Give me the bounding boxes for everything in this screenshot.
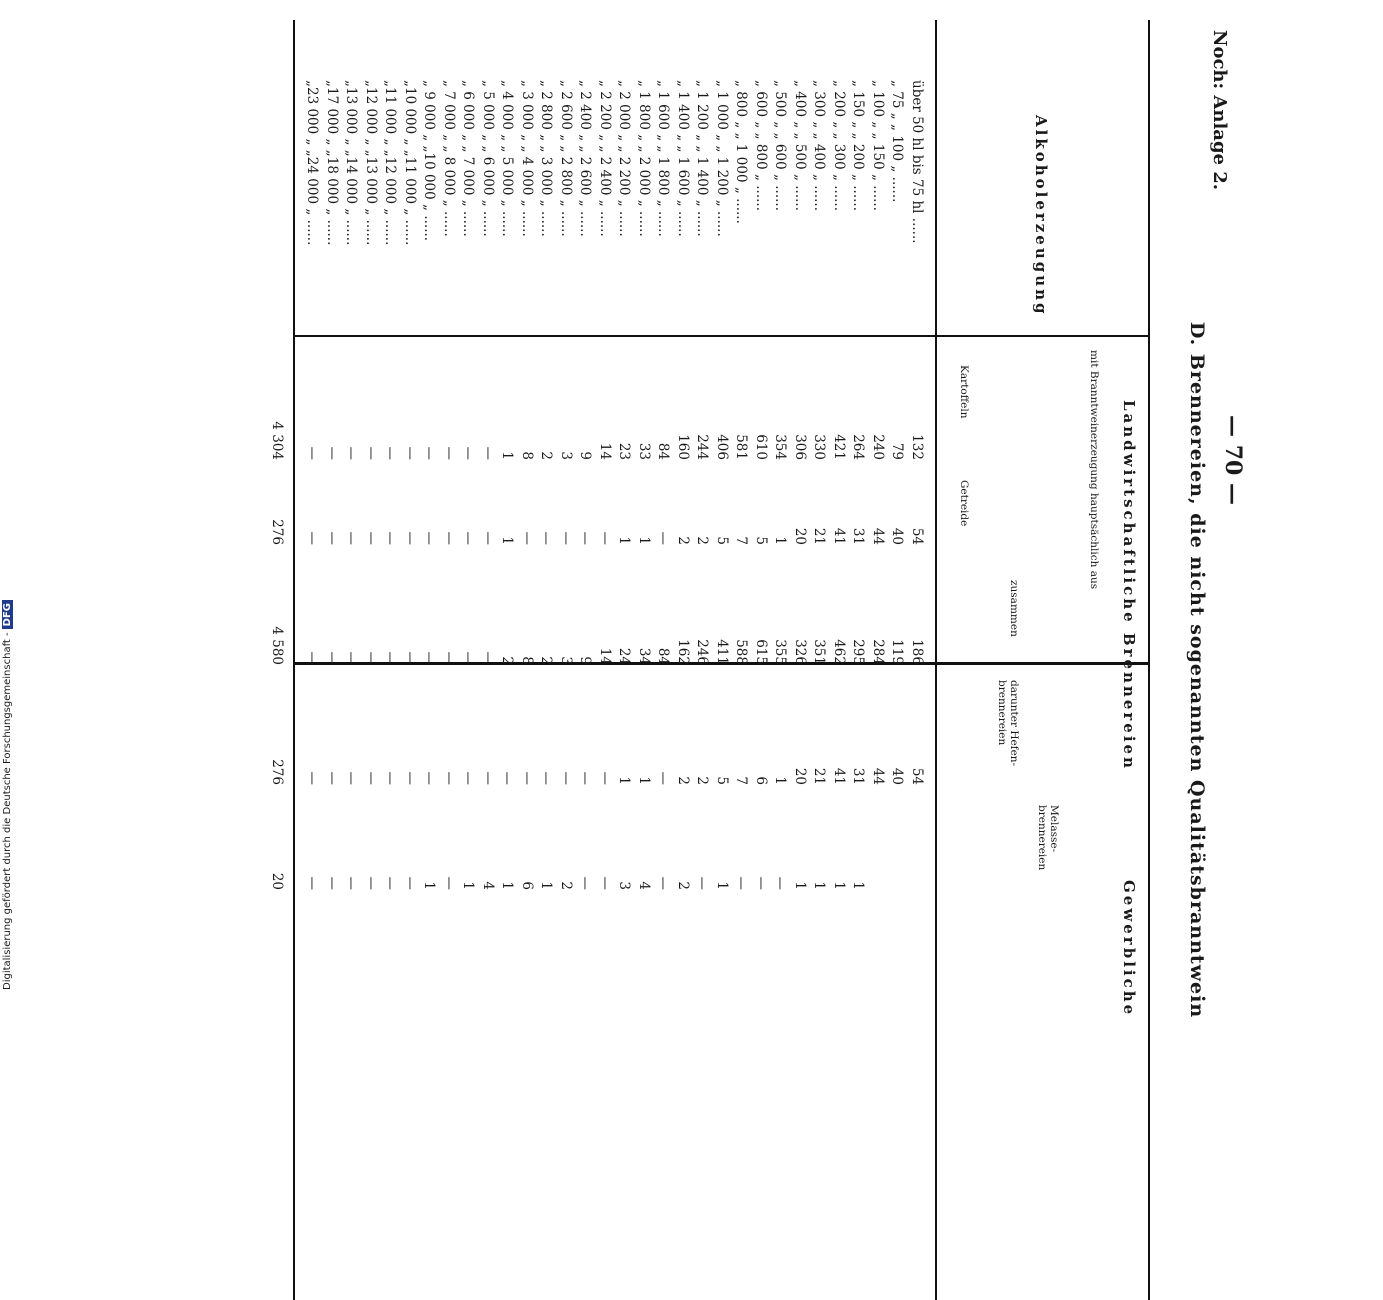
table-cell: — (538, 531, 555, 545)
table-cell: — (421, 446, 438, 460)
row-label: „11 000 „ „12 000 „ ...... (382, 80, 399, 246)
table-cell: 3 (558, 451, 574, 460)
table-cell: 1 (792, 881, 808, 890)
table-cell: 33 (636, 442, 652, 460)
table-cell: 6 (753, 776, 769, 785)
table-cell: — (324, 531, 340, 545)
table-cell: 2 (538, 451, 555, 460)
table-cell: — (382, 651, 399, 665)
table-cell: 2 (499, 656, 516, 665)
table-cell: 406 (714, 434, 730, 460)
row-label: „ 1 600 „ „ 1 800 „ ...... (655, 80, 672, 237)
row-label: „ 2 800 „ „ 3 000 „ ...... (538, 80, 555, 237)
table-cell: — (597, 531, 613, 545)
table-cell: 264 (850, 434, 867, 460)
table-cell: 588 (733, 639, 750, 665)
table-cell: — (694, 876, 711, 890)
table-cell: — (577, 771, 594, 785)
row-label: „13 000 „ „14 000 „ ...... (343, 80, 360, 246)
table-cell: 2 (675, 881, 691, 890)
table-cell: 581 (733, 434, 750, 460)
table-cell: 1 (831, 881, 847, 890)
row-label: „ 1 800 „ „ 2 000 „ ...... (636, 80, 652, 237)
table-cell: — (363, 651, 379, 665)
table-cell: 1 (421, 881, 438, 890)
row-label: „ 9 000 „ „10 000 „ ...... (421, 80, 438, 242)
table-cell: — (343, 771, 360, 785)
table-cell: 9 (577, 656, 594, 665)
table-cell: — (597, 876, 613, 890)
table-cell: 326 (792, 639, 808, 665)
table-cell: 615 (753, 639, 769, 665)
row-label: „ 300 „ „ 400 „ ...... (811, 80, 828, 212)
table-cell: 5 (714, 776, 730, 785)
table-cell: — (772, 876, 789, 890)
table-cell: 3 (558, 656, 574, 665)
table-cell: 306 (792, 434, 808, 460)
table-cell: 1 (616, 536, 633, 545)
table-cell: 54 (909, 767, 925, 785)
table-cell: 246 (694, 639, 711, 665)
table-cell: 20 (792, 527, 808, 545)
table-cell: — (733, 876, 750, 890)
table-cell: — (402, 446, 418, 460)
table-cell: — (519, 771, 535, 785)
table-cell: — (402, 876, 418, 890)
dfg-logo-badge: DFG (2, 600, 13, 629)
group-landwirtschaftlich: Landwirtschaftliche Brennereien (1120, 400, 1138, 771)
table-cell: — (304, 771, 321, 785)
table-cell: — (382, 876, 399, 890)
table-cell: 1 (616, 776, 633, 785)
table-cell: — (324, 771, 340, 785)
col-zusammen: zusammen (1008, 580, 1020, 637)
row-label: „ 2 400 „ „ 2 600 „ ...... (577, 80, 594, 237)
table-cell: — (421, 531, 438, 545)
sub-mit-branntwein: mit Branntweinerzeugung hauptsächlich aus (1088, 350, 1100, 590)
table-row (298, 20, 321, 930)
table-cell: — (304, 876, 321, 890)
table-cell: 5 (753, 536, 769, 545)
table-cell: 7 (733, 536, 750, 545)
table-cell: 9 (577, 451, 594, 460)
table-cell: 119 (889, 639, 906, 665)
row-label: „ 4 000 „ „ 5 000 „ ...... (499, 80, 516, 237)
table-cell: 462 (831, 639, 847, 665)
table-cell: — (402, 531, 418, 545)
total-darunter: 276 (269, 759, 285, 785)
table-cell: — (363, 446, 379, 460)
table-cell: — (343, 651, 360, 665)
col-melasse: Melasse-brennereien (1036, 805, 1060, 871)
table-cell: 354 (772, 434, 789, 460)
table-cell: 1 (636, 776, 652, 785)
header-bottom-rule (935, 20, 937, 1300)
table-cell: 21 (811, 767, 828, 785)
table-cell: — (441, 651, 457, 665)
table-cell: 186 (909, 639, 925, 665)
table-cell: — (382, 771, 399, 785)
table-cell: — (655, 876, 672, 890)
table-cell: — (343, 446, 360, 460)
table-cell: — (324, 446, 340, 460)
dfg-credit-text: Digitalisierung gefördert durch die Deutsche Forschungsgemeinschaft - (2, 632, 13, 990)
row-label: „ 3 000 „ „ 4 000 „ ...... (519, 80, 535, 237)
table-cell: 34 (636, 647, 652, 665)
table-cell: 79 (889, 442, 906, 460)
total-getreide: 276 (269, 519, 285, 545)
table-cell: — (402, 651, 418, 665)
table-cell: 1 (499, 881, 516, 890)
row-header-label: Alkoholerzeugung (1032, 115, 1050, 317)
row-label: „23 000 „ „24 000 „ ...... (304, 80, 321, 246)
table-cell: 3 (616, 881, 633, 890)
row-label: „ 800 „ „ 1 000 „ ...... (733, 80, 750, 224)
table-cell: 1 (499, 451, 516, 460)
table-cell: 6 (519, 881, 535, 890)
table-cell: 54 (909, 527, 925, 545)
table-cell: — (460, 446, 477, 460)
row-label: „ 2 600 „ „ 2 800 „ ...... (558, 80, 574, 237)
table-cell: 2 (558, 881, 574, 890)
table-cell: — (402, 771, 418, 785)
row-label: „ 1 200 „ „ 1 400 „ ...... (694, 80, 711, 237)
table-cell: 1 (636, 536, 652, 545)
table-cell: 132 (909, 434, 925, 460)
table-cell: 40 (889, 767, 906, 785)
table-cell: — (421, 651, 438, 665)
table-cell: 2 (675, 536, 691, 545)
col-getreide: Getreide (958, 480, 970, 527)
table-cell: 2 (694, 776, 711, 785)
table-cell: 355 (772, 639, 789, 665)
table-cell: 160 (675, 434, 691, 460)
table-cell: — (304, 651, 321, 665)
table-cell: 162 (675, 639, 691, 665)
table-cell: 41 (831, 527, 847, 545)
table-cell: — (460, 531, 477, 545)
table-cell: — (577, 876, 594, 890)
table-cell: 84 (655, 442, 672, 460)
table-cell: — (480, 771, 496, 785)
table-cell: — (538, 771, 555, 785)
table-cell: 7 (733, 776, 750, 785)
table-cell: 2 (694, 536, 711, 545)
table-cell: — (382, 531, 399, 545)
table-cell: 23 (616, 442, 633, 460)
table-cell: 24 (616, 647, 633, 665)
table-cell: 84 (655, 647, 672, 665)
table-cell: — (460, 651, 477, 665)
col-kartoffeln: Kartoffeln (958, 365, 970, 419)
table-cell: 244 (694, 434, 711, 460)
table-cell: — (421, 771, 438, 785)
table-cell: — (363, 771, 379, 785)
table-cell: 31 (850, 767, 867, 785)
col-darunter-hefen: darunter Hefen-brennereien (996, 680, 1020, 767)
table-cell: — (558, 531, 574, 545)
table-cell: — (441, 771, 457, 785)
table-cell: — (499, 771, 516, 785)
total-kartoffeln: 4 304 (269, 421, 285, 460)
top-rule (1148, 20, 1150, 1300)
table-cell: — (441, 876, 457, 890)
row-label: „17 000 „ „18 000 „ ...... (324, 80, 340, 246)
totals-rule (293, 20, 295, 1300)
table-cell: 21 (811, 527, 828, 545)
table-cell: 1 (850, 881, 867, 890)
rotated-table-page (0, 20, 1260, 1019)
row-label: über 50 hl bis 75 hl ...... (909, 80, 925, 244)
table-cell: 330 (811, 434, 828, 460)
table-cell: 5 (714, 536, 730, 545)
row-label: „ 7 000 „ „ 8 000 „ ...... (441, 80, 457, 237)
table-cell: — (441, 531, 457, 545)
table-cell: 40 (889, 527, 906, 545)
group-gewerblich: Gewerbliche (1120, 880, 1138, 1018)
table-cell: 610 (753, 434, 769, 460)
table-cell: — (753, 876, 769, 890)
row-label: „ 200 „ „ 300 „ ...... (831, 80, 847, 212)
table-cell: 20 (792, 767, 808, 785)
row-label: „ 1 000 „ „ 1 200 „ ...... (714, 80, 730, 237)
table-cell: — (343, 531, 360, 545)
section-heading: D. Brennereien, die nicht sogenannten Qualitätsbranntwein (1186, 321, 1208, 1019)
row-label: „ 150 „ „ 200 „ ...... (850, 80, 867, 212)
table-cell: — (577, 531, 594, 545)
table-cell: — (460, 771, 477, 785)
table-cell: 284 (870, 639, 886, 665)
row-label: „ 6 000 „ „ 7 000 „ ...... (460, 80, 477, 237)
totals-row (262, 20, 285, 930)
table-cell: 411 (714, 639, 730, 665)
total-melasse: 20 (269, 872, 285, 890)
table-cell: 44 (870, 527, 886, 545)
row-label: „10 000 „ „11 000 „ ...... (402, 80, 418, 246)
table-cell: 2 (538, 656, 555, 665)
table-cell: — (655, 531, 672, 545)
row-label: „ 2 200 „ „ 2 400 „ ...... (597, 80, 613, 237)
table-cell: 14 (597, 442, 613, 460)
table-cell: 14 (597, 647, 613, 665)
row-label: „ 600 „ „ 800 „ ...... (753, 80, 769, 212)
total-zusammen: 4 580 (269, 626, 285, 665)
row-label: „ 5 000 „ „ 6 000 „ ...... (480, 80, 496, 237)
table-cell: — (343, 876, 360, 890)
annex-reference: Noch: Anlage 2. (1209, 30, 1230, 191)
table-cell: — (304, 446, 321, 460)
table-cell: — (324, 651, 340, 665)
table-cell: 41 (831, 767, 847, 785)
table-cell: 44 (870, 767, 886, 785)
table-cell: 8 (519, 656, 535, 665)
table-cell: 1 (811, 881, 828, 890)
table-cell: — (441, 446, 457, 460)
table-cell: — (597, 771, 613, 785)
table-cell: — (304, 531, 321, 545)
table-cell: — (480, 651, 496, 665)
table-cell: 31 (850, 527, 867, 545)
table-cell: — (382, 446, 399, 460)
table-cell: 1 (460, 881, 477, 890)
table-cell: 1 (499, 536, 516, 545)
table-cell: — (480, 531, 496, 545)
table-cell: 1 (538, 881, 555, 890)
table-cell: — (519, 531, 535, 545)
table-cell: — (558, 771, 574, 785)
table-cell: 240 (870, 434, 886, 460)
table-cell: 1 (772, 776, 789, 785)
table-cell: 295 (850, 639, 867, 665)
table-cell: 4 (636, 881, 652, 890)
row-label: „ 2 000 „ „ 2 200 „ ...... (616, 80, 633, 237)
page-number: — 70 — (1220, 415, 1246, 505)
table-cell: 421 (831, 434, 847, 460)
row-label: „ 400 „ „ 500 „ ...... (792, 80, 808, 212)
table-cell: 8 (519, 451, 535, 460)
table-cell: 1 (714, 881, 730, 890)
table-cell: — (324, 876, 340, 890)
table-cell: 1 (772, 536, 789, 545)
table-cell: 351 (811, 639, 828, 665)
table-cell: — (363, 531, 379, 545)
table-cell: — (363, 876, 379, 890)
table-cell: — (655, 771, 672, 785)
dfg-credit (2, 600, 16, 990)
table-cell: — (480, 446, 496, 460)
table-cell: 4 (480, 881, 496, 890)
row-label: „12 000 „ „13 000 „ ...... (363, 80, 379, 246)
row-label: „ 100 „ „ 150 „ ...... (870, 80, 886, 212)
row-label: „ 1 400 „ „ 1 600 „ ...... (675, 80, 691, 237)
table-cell: 2 (675, 776, 691, 785)
row-label: „ 75 „ „ 100 „ ...... (889, 80, 906, 203)
row-label: „ 500 „ „ 600 „ ...... (772, 80, 789, 212)
